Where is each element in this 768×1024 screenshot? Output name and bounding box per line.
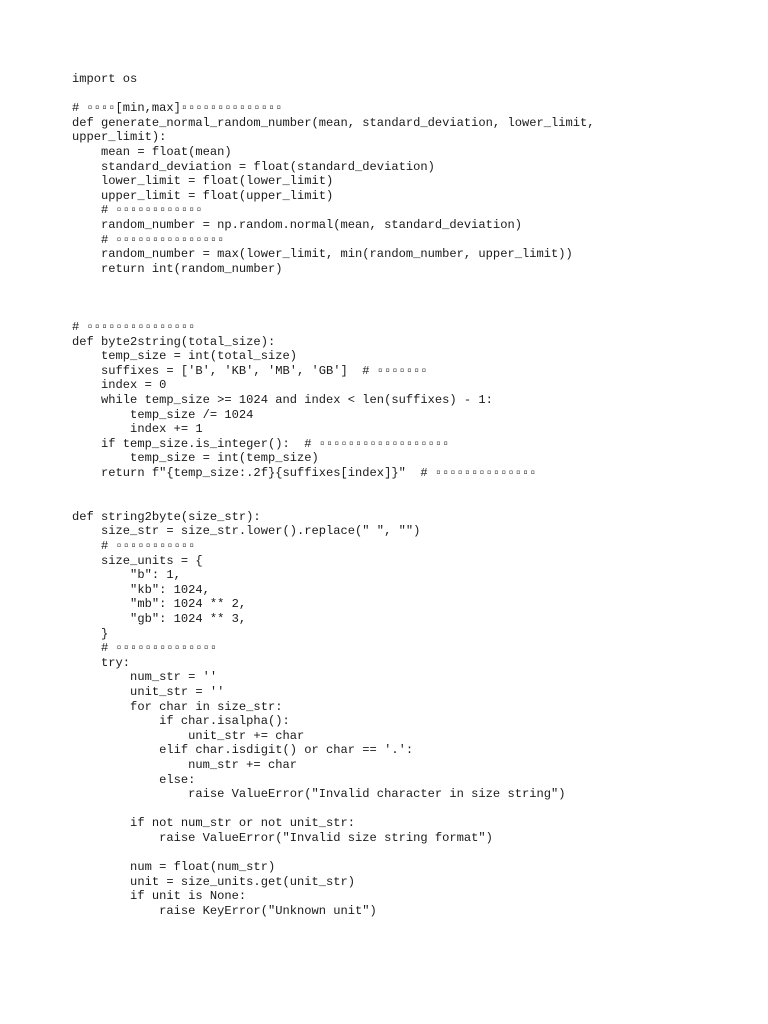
code-line: random_number = np.random.normal(mean, standard_deviation) [72, 217, 522, 232]
code-block [72, 72, 742, 918]
code-line: "mb": 1024 ** 2, [72, 597, 247, 612]
code-line: # ▫▫▫▫[min,max]▫▫▫▫▫▫▫▫▫▫▫▫▫▫ [72, 101, 283, 116]
code-line: else: [72, 772, 196, 787]
code-line: standard_deviation = float(standard_deviation) [72, 159, 435, 174]
code-line: # ▫▫▫▫▫▫▫▫▫▫▫▫▫▫▫ [72, 232, 225, 247]
code-line: def byte2string(total_size): [72, 334, 276, 349]
code-line: unit_str += char [72, 728, 305, 743]
code-line: raise ValueError("Invalid character in size string") [72, 787, 566, 802]
code-line [72, 495, 742, 510]
code-line: if char.isalpha(): [72, 714, 290, 729]
code-line: while temp_size >= 1024 and index < len(suffixes) - 1: [72, 393, 493, 408]
code-line: upper_limit = float(upper_limit) [72, 188, 334, 203]
code-line: if not num_str or not unit_str: [72, 816, 356, 831]
code-line: num_str += char [72, 757, 297, 772]
code-line: index += 1 [72, 422, 203, 437]
code-line: temp_size /= 1024 [72, 407, 254, 422]
code-line: elif char.isdigit() or char == '.': [72, 743, 414, 758]
code-line: index = 0 [72, 378, 167, 393]
code-line: import os [72, 72, 138, 86]
code-line: temp_size = int(total_size) [72, 349, 297, 364]
code-line [72, 291, 742, 306]
code-line [72, 481, 742, 496]
code-line: suffixes = ['B', 'KB', 'MB', 'GB'] # ▫▫▫▫▫▫▫ [72, 363, 428, 378]
code-line: mean = float(mean) [72, 144, 232, 159]
code-line [72, 802, 742, 817]
code-line: random_number = max(lower_limit, min(random_number, upper_limit)) [72, 247, 573, 262]
code-line: lower_limit = float(lower_limit) [72, 174, 334, 189]
code-line: "b": 1, [72, 568, 181, 583]
code-line: return int(random_number) [72, 261, 283, 276]
code-line: "gb": 1024 ** 3, [72, 611, 247, 626]
code-line: def string2byte(size_str): [72, 509, 261, 524]
code-line: if temp_size.is_integer(): # ▫▫▫▫▫▫▫▫▫▫▫▫▫▫▫▫▫▫ [72, 436, 450, 451]
code-line: for char in size_str: [72, 699, 283, 714]
code-line: unit = size_units.get(unit_str) [72, 874, 356, 889]
code-line: num = float(num_str) [72, 860, 276, 875]
code-line [72, 87, 742, 102]
code-line: size_str = size_str.lower().replace(" ", "") [72, 524, 421, 539]
code-line: temp_size = int(temp_size) [72, 451, 319, 466]
code-line: if unit is None: [72, 889, 247, 904]
code-line: # ▫▫▫▫▫▫▫▫▫▫▫▫ [72, 203, 203, 218]
code-line: try: [72, 655, 131, 670]
code-line [72, 306, 742, 321]
code-line: num_str = '' [72, 670, 218, 685]
code-line: def generate_normal_random_number(mean, standard_deviation, lower_limit, [72, 115, 595, 130]
code-line: unit_str = '' [72, 684, 225, 699]
code-line: raise KeyError("Unknown unit") [72, 903, 377, 918]
code-line: raise ValueError("Invalid size string format") [72, 830, 493, 845]
code-line [72, 845, 742, 860]
code-line: "kb": 1024, [72, 582, 210, 597]
code-line [72, 276, 742, 291]
code-line: # ▫▫▫▫▫▫▫▫▫▫▫▫▫▫ [72, 641, 218, 656]
code-line: # ▫▫▫▫▫▫▫▫▫▫▫▫▫▫▫ [72, 320, 196, 335]
code-line: return f"{temp_size:.2f}{suffixes[index]}" # ▫▫▫▫▫▫▫▫▫▫▫▫▫▫ [72, 466, 537, 481]
code-line: size_units = { [72, 553, 203, 568]
code-line: } [72, 626, 109, 641]
code-line: upper_limit): [72, 130, 167, 145]
code-line: # ▫▫▫▫▫▫▫▫▫▫▫ [72, 539, 196, 553]
